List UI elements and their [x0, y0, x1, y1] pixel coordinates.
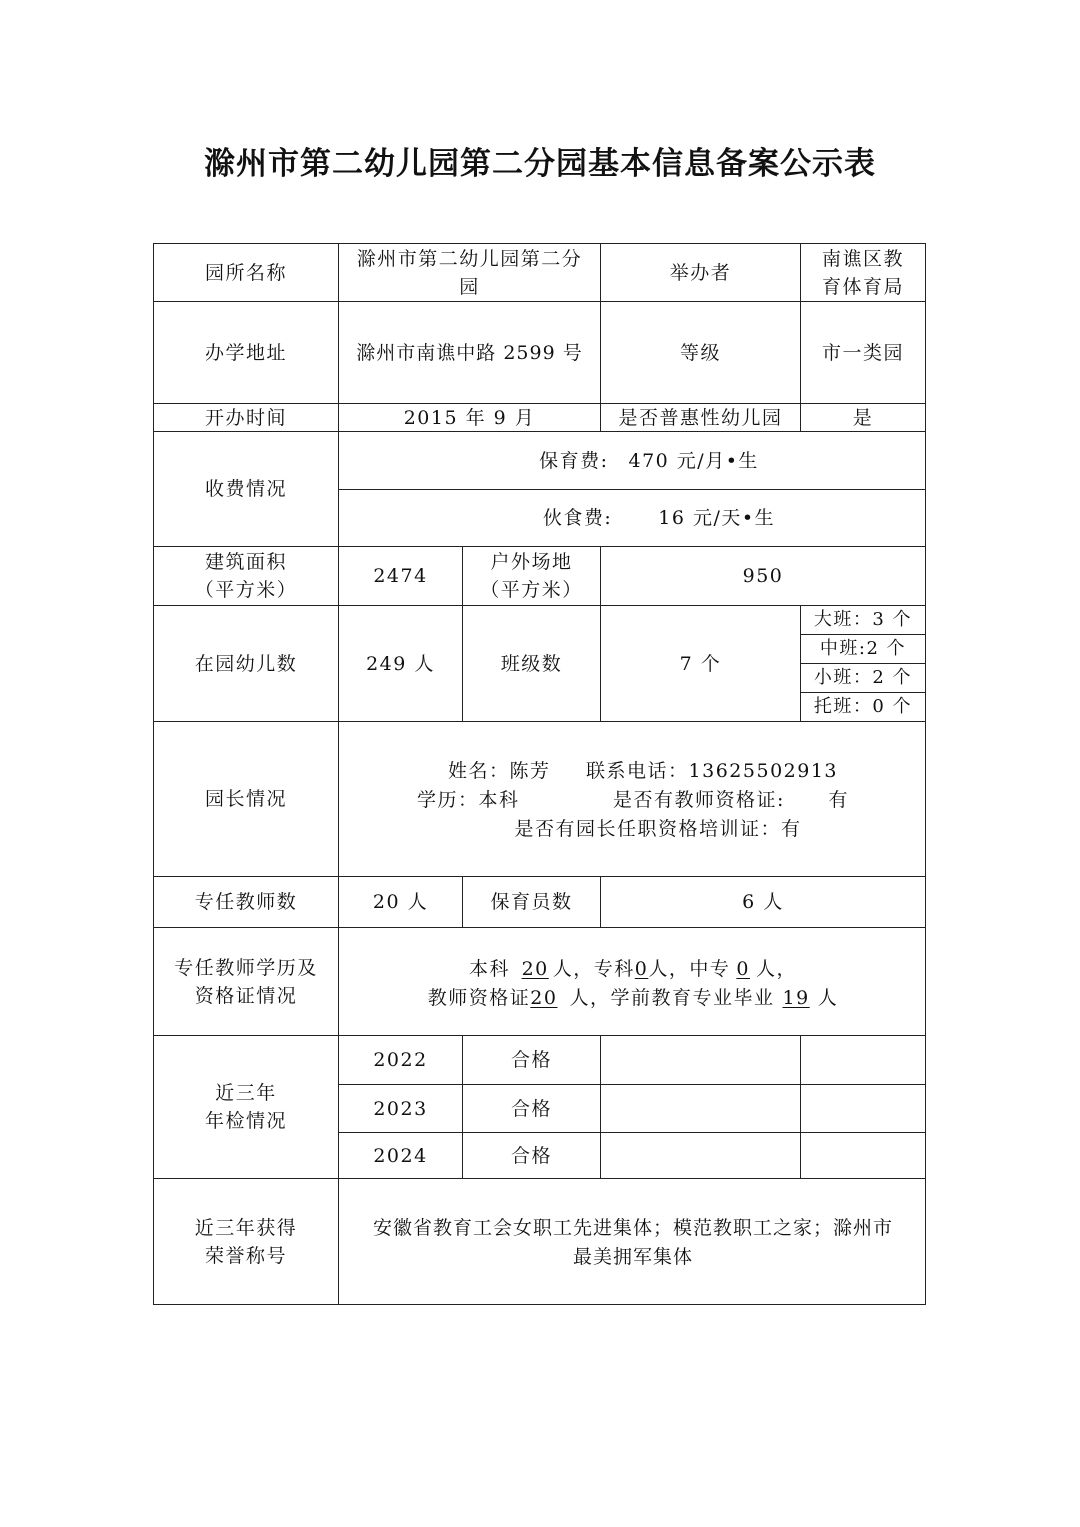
outdoor-area-label: 户外场地: [490, 551, 573, 573]
opened-date-value: 2015 年 9 月: [403, 406, 536, 429]
principal-education-label: 学历：: [416, 789, 479, 811]
principal-training: 有: [781, 818, 802, 840]
principal-phone-label: 联系电话：: [586, 760, 689, 782]
food-fee: [339, 490, 925, 546]
column-divider: [600, 1035, 601, 1179]
associate-count: 0: [634, 958, 649, 980]
secondary-suffix: 人，: [755, 958, 797, 980]
label-outdoor-area: [463, 547, 600, 605]
care-fee-label: 保育费:: [539, 449, 609, 472]
inspection-year: 2024: [373, 1144, 428, 1167]
bachelor-suffix: 人，专科: [552, 958, 635, 980]
cert-prefix: 教师资格证: [427, 987, 531, 1009]
preschool-suffix: 人: [817, 987, 839, 1009]
qualifications-label-line-1: 专任教师学历及: [174, 956, 318, 979]
building-area-value: 2474: [373, 565, 428, 587]
principal-line-2: [340, 785, 926, 812]
grade-value: 市一类园: [821, 341, 904, 364]
principal-education: 本科: [478, 789, 520, 811]
label-puhui: 是否普惠性幼儿园: [618, 406, 783, 429]
honors-label-line-2: 荣誉称号: [204, 1244, 287, 1267]
honors-label-line-1: 近三年获得: [194, 1216, 298, 1239]
inspection-result: 合格: [510, 1144, 552, 1167]
caregiver-count-value: 6 人: [742, 891, 784, 913]
building-area-label: 建筑面积: [204, 551, 287, 573]
class-breakdown-large: 大班：3 个: [813, 609, 913, 630]
principal-training-label: 是否有园长任职资格培训证：: [514, 818, 781, 840]
label-annual-inspection: [154, 1036, 338, 1178]
class-count-value: 7 个: [679, 652, 722, 675]
care-fee-value: 470 元/月•生: [628, 449, 759, 472]
label-grade: 等级: [679, 341, 721, 364]
label-address: 办学地址: [204, 341, 287, 364]
principal-name: 陈芳: [509, 760, 551, 782]
bachelor-count: 20: [521, 958, 549, 980]
associate-suffix: 人，中专: [648, 958, 731, 980]
class-breakdown-nursery: 托班：0 个: [813, 696, 913, 717]
inspection-year: 2023: [373, 1097, 428, 1120]
preschool-count: 19: [782, 987, 810, 1009]
label-building-area: [154, 547, 338, 605]
qualifications-label-line-2: 资格证情况: [194, 984, 298, 1007]
outdoor-area-unit: （平方米）: [480, 579, 583, 601]
class-breakdown-small: 小班：2 个: [813, 667, 913, 688]
care-fee: [339, 432, 925, 489]
inspection-label-line-1: 近三年: [215, 1082, 277, 1104]
food-fee-value: 16 元/天•生: [658, 507, 776, 529]
label-teacher-count: 专任教师数: [194, 891, 298, 913]
children-count-value: 249 人: [366, 652, 435, 675]
inspection-result: 合格: [510, 1097, 552, 1120]
address-value: 滁州市南谯中路 2599 号: [356, 341, 583, 364]
label-organizer: 举办者: [669, 261, 732, 284]
secondary-count: 0: [736, 958, 750, 980]
table-border-bottom: [153, 1304, 926, 1305]
cert-count: 20: [530, 987, 558, 1009]
label-kindergarten-name: 园所名称: [204, 261, 287, 284]
inspection-result: 合格: [510, 1049, 552, 1071]
principal-teacher-cert-label: 是否有教师资格证:: [613, 789, 785, 811]
qualifications-line-2: [340, 983, 926, 1010]
principal-line-3: [340, 814, 926, 841]
label-children-count: 在园幼儿数: [194, 652, 298, 675]
teacher-count-value: 20 人: [372, 891, 429, 913]
principal-line-1: [340, 756, 926, 783]
label-principal: 园长情况: [204, 788, 287, 810]
page-title: 滁州市第二幼儿园第二分园基本信息备案公示表: [204, 146, 876, 182]
label-class-count: 班级数: [500, 652, 563, 675]
honors-line-2: 最美拥军集体: [572, 1246, 693, 1268]
qualifications-line-1: [340, 954, 926, 981]
organizer-value: 南谯区教育体育局: [821, 247, 904, 298]
label-teacher-qualifications: [154, 928, 338, 1035]
label-opened-date: 开办时间: [204, 406, 287, 429]
food-fee-label: 伙食费:: [542, 507, 613, 529]
class-breakdown-middle: 中班:2 个: [819, 638, 907, 659]
honors-line-1: 安徽省教育工会女职工先进集体；模范教职工之家；滁州市: [372, 1217, 893, 1239]
label-caregiver-count: 保育员数: [490, 891, 573, 913]
bachelor-prefix: 本科: [469, 958, 511, 980]
column-divider: [800, 1035, 801, 1179]
principal-teacher-cert: 有: [828, 789, 850, 811]
puhui-value: 是: [852, 406, 874, 429]
label-honors: [154, 1179, 338, 1304]
cert-suffix: 人，学前教育专业毕业: [569, 987, 775, 1009]
principal-name-label: 姓名：: [447, 760, 510, 782]
inspection-year: 2022: [373, 1049, 428, 1071]
outdoor-area-value: 950: [742, 565, 784, 587]
building-area-unit: （平方米）: [194, 579, 298, 601]
kindergarten-name-value: 滁州市第二幼儿园第二分园: [356, 247, 583, 298]
inspection-label-line-2: 年检情况: [204, 1110, 287, 1132]
principal-phone: 13625502913: [688, 760, 839, 782]
label-fees: 收费情况: [204, 478, 287, 500]
